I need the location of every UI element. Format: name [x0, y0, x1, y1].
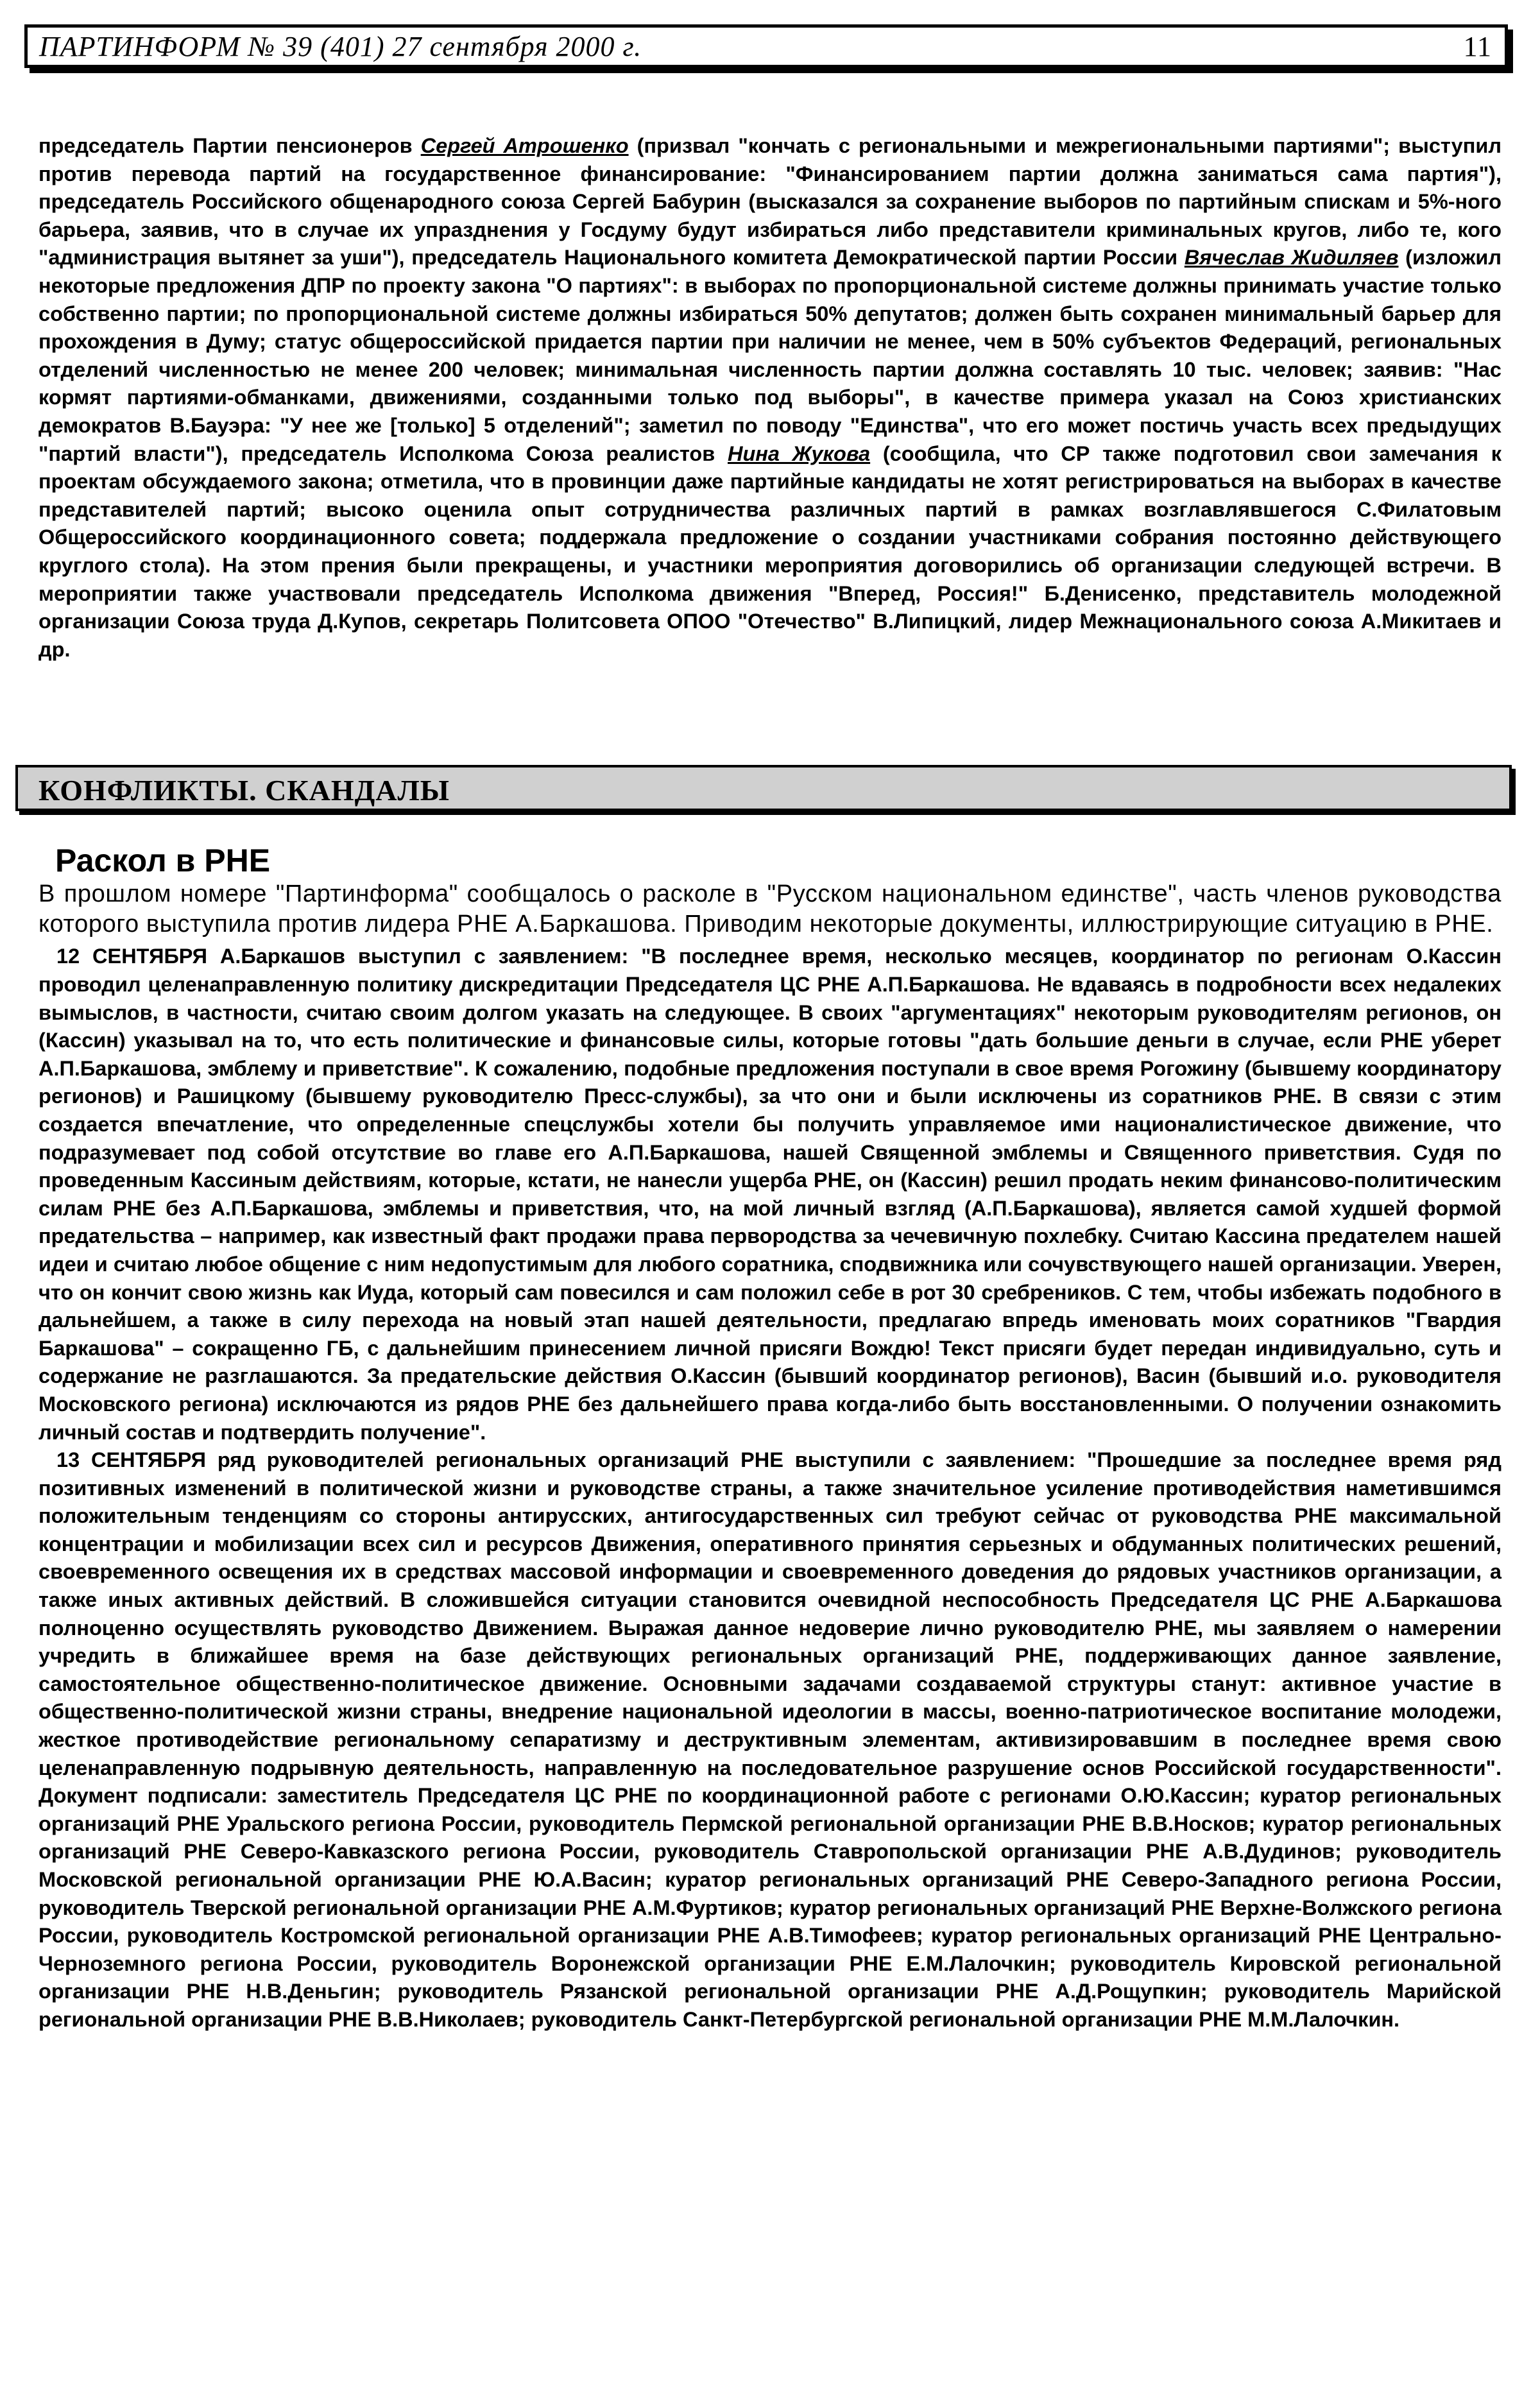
page-number: 11 — [1463, 30, 1492, 62]
section-title: КОНФЛИКТЫ. СКАНДАЛЫ — [38, 774, 450, 807]
person-link: Вячеслав Жидиляев — [1184, 246, 1399, 270]
article-title: Раскол в РНЕ — [55, 843, 271, 878]
article-body — [38, 879, 1502, 2034]
article-paragraph-1: 12 СЕНТЯБРЯ А.Баркашов выступил с заявлением: "В последнее время, несколько месяцев, координатор по регионам О.Кассин проводил целенаправленную политику дискредитации Председателя ЦС РНЕ А.П.Баркашова. Не вдаваясь в подробности всех недалеких вымыслов, в частности, считаю своим долгом указать на следующее. В своих "аргументациях" некоторым руководителям регионов, он (Кассин) указывал на то, что есть политические и финансовые силы, которые готовы "дать большие деньги в случае, если РНЕ уберет А.П.Баркашова, эмблему и приветствие". К сожалению, подобные предложения поступали в свое время Рогожину (бывшему координатору регионов) и Рашицкому (бывшему руководителю Пресс-службы), за что они и были исключены из соратников РНЕ. В связи с этим создается впечатление, что определенные спецслужбы хотели бы получить управляемое ими националистическое движение, что подразумевает под собой отсутствие во главе его А.П.Баркашова, нашей Священной эмблемы и Священного приветствия. Судя по проведенным Кассиным действиям, которые, кстати, не нанесли ущерба РНЕ, он (Кассин) решил продать неким финансово-политическим силам РНЕ без А.П.Баркашова, эмблемы и приветствия, что, на мой личный взгляд (А.П.Баркашова), является самой худшей формой предательства – например, как известный факт продажи права первородства за чечевичную похлебку. Считаю Кассина предателем нашей идеи и считаю любое общение с ним недопустимым для любого соратника, сподвижника или сочувствующего нашей организации. Уверен, что он кончит свою жизнь как Иуда, который сам повесился и сам положил себе в рот 30 сребреников. С тем, чтобы избежать подобного в дальнейшем, а также в силу перехода на новый этап нашей деятельности, предлагаю впредь именовать моих соратников "Гвардия Баркашова" – сокращенно ГБ, с дальнейшим принесением личной присяги Вождю! Текст присяги будет передан индивидуально, суть и содержание не разглашаются. За предательские действия О.Кассин (бывший координатор регионов), Васин (бывший и.о. руководителя Московского региона) исключаются из рядов РНЕ без дальнейшего права когда-либо быть восстановленными. О получении ознакомить личный состав и подтвердить получение". — [38, 945, 1502, 1444]
intro-paragraph — [38, 132, 1502, 664]
person-link: Сергей Атрошенко — [420, 134, 629, 157]
article-lead: В прошлом номере "Партинформа" сообщалось о расколе в "Русском национальном единстве", часть членов руководства которого выступила против лидера РНЕ А.Баркашова. Приводим некоторые документы, иллюстрирующие ситуацию в РНЕ. — [38, 880, 1502, 938]
page-header — [24, 24, 1508, 68]
person-link: Нина Жукова — [727, 441, 871, 465]
article-paragraph-2: 13 СЕНТЯБРЯ ряд руководителей региональных организаций РНЕ выступили с заявлением: "Прошедшие за последнее время ряд позитивных изменений в политической жизни и руководстве страны, а также значительное усиление противодействия наметившимся положительным тенденциям со стороны антирусских, антигосударственных сил требуют сейчас от руководства РНЕ максимальной концентрации и мобилизации всех сил и ресурсов Движения, оперативного принятия серьезных и обдуманных политических решений, своевременного освещения их в средствах массовой информации и своевременного доведения до рядовых участников организации, а также иных активных действий. В сложившейся ситуации становится очевидной неспособность Председателя ЦС РНЕ А.Баркашова полноценно осуществлять руководство Движением. Выражая данное недоверие лично руководителю РНЕ, мы заявляем о намерении учредить в ближайшее время на базе действующих региональных организаций РНЕ, поддерживающих данное заявление, самостоятельное общественно-политическое движение. Основными задачами создаваемой структуры станут: активное участие в общественно-политической жизни страны, внедрение национальной идеологии в массы, военно-патриотическое воспитание молодежи, жесткое противодействие региональному сепаратизму и деструктивным элементам, активизировавшим в последнее время свою целенаправленную подрывную деятельность, направленную на последовательное разрушение основ Российской государственности". Документ подписали: заместитель Председателя ЦС РНЕ по координационной работе с регионами О.Ю.Кассин; куратор региональных организаций РНЕ Уральского региона России, руководитель Пермской региональной организации РНЕ В.В.Носков; куратор региональных организаций РНЕ Северо-Кавказского региона России, руководитель Ставропольской организации РНЕ А.В.Дудинов; руководитель Московской региональной организации РНЕ Ю.А.Васин; куратор региональных организаций РНЕ Северо-Западного региона России, руководитель Тверской региональной организации РНЕ А.М.Фуртиков; куратор региональных организаций РНЕ Верхне-Волжского региона России, руководитель Костромской региональной организации РНЕ А.В.Тимофеев; куратор региональных организаций РНЕ Центрально-Черноземного региона России, руководитель Воронежской организации РНЕ Е.М.Лалочкин; руководитель Кировской региональной организации РНЕ Н.В.Деньгин; руководитель Рязанской региональной организации РНЕ А.Д.Рощупкин; руководитель Марийской региональной организации РНЕ В.В.Николаев; руководитель Санкт-Петербургской региональной организации РНЕ М.М.Лалочкин. — [38, 1448, 1502, 2031]
intro-text-block — [38, 132, 1502, 664]
intro-text-part: (сообщила, что СР также подготовил свои замечания к проектам обсуждаемого закона; отметила, что в провинции даже партийные кандидаты не хотят регистрироваться на выборах в качестве представителей партий; высоко оценила опыт сотрудничества различных партий в рамках возглавлявшегося С.Филатовым Общероссийского координационного совета; поддержала предложение о создании участниками собрания постоянно действующего круглого стола). На этом прения были прекращены, и участники мероприятия договорились об организации следующей встречи. В мероприятии также участвовали председатель Исполкома движения "Вперед, Россия!" Б.Денисенко, представитель молодежной организации Союза труда Д.Купов, секретарь Политсовета ОПОО "Отечество" В.Липицкий, лидер Межнационального союза А.Микитаев и др. — [38, 441, 1502, 661]
publication-title: ПАРТИНФОРМ № 39 (401) 27 сентября 2000 г. — [39, 30, 642, 62]
intro-text-part: (изложил некоторые предложения ДПР по проекту закона "О партиях": в выборах по пропорциональной системе должны принимать участие только собственно партии; по пропорциональной системе должны избираться 50% депутатов; должен быть сохранен минимальный барьер для прохождения в Думу; статус общероссийской придается партии при наличии не менее, чем в 50% субъектов Федераций, региональных отделений численностью не менее 200 человек; минимальная численность партии должна составлять 10 тыс. человек; заявив: "Нас кормят партиями-обманками, движениями, созданными только под выборы", в качестве примера указал на Союз христианских демократов В.Бауэра: "У нее же [только] 5 отделений"; заметил по поводу "Единства", что его может постичь участь всех предыдущих "партий власти"), председатель Исполкома Союза реалистов — [38, 246, 1502, 465]
intro-text-part: (призвал "кончать с региональными и межрегиональными партиями"; выступил против перевода партий на государственное финансирование: "Финансированием партии должна заниматься сама партия"), председатель Российского общенародного союза Сергей Бабурин (высказался за сохранение выборов по партийным спискам и 5%-ного барьера, заявив, что в случае их упразднения у Госдуму будут избираться либо представители криминальных кругов, либо те, кого "администрация вытянет за уши"), председатель Национального комитета Демократической партии России — [38, 134, 1502, 270]
intro-text-part: председатель Партии пенсионеров — [38, 134, 421, 157]
